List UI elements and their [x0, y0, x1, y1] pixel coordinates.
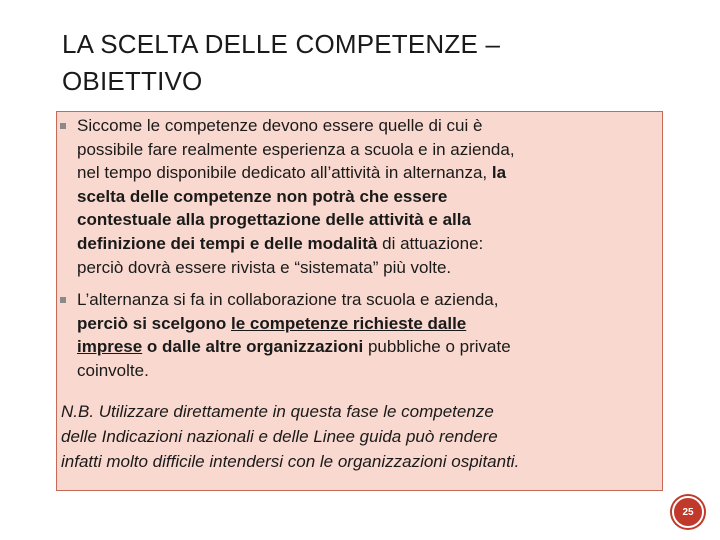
text-line [77, 161, 662, 185]
bold-underlined-span: imprese [77, 337, 143, 357]
bold-span: perciò si scelgono [77, 313, 231, 333]
bullet-item-1 [57, 114, 662, 279]
bullet-square-icon [60, 123, 66, 129]
text-span: di attuazione: [377, 233, 484, 253]
bold-span: la [491, 163, 507, 183]
note-line: infatti molto difficile intendersi con le organizzazioni ospitanti. [61, 452, 520, 471]
text-line: scelta delle competenze non potrà che essere [77, 186, 448, 206]
bold-underlined-span: le competenze richieste dalle [231, 313, 467, 333]
slide-title [62, 26, 662, 100]
text-line: coinvolte. [77, 360, 149, 380]
text-line: L’alternanza si fa in collaborazione tra scuola e azienda, [77, 290, 499, 309]
text-line [77, 312, 662, 336]
note-paragraph [61, 399, 661, 474]
note-line: N.B. Utilizzare direttamente in questa fase le competenze [61, 402, 494, 421]
text-span: nel tempo disponibile dedicato all’attività in alternanza, [77, 163, 492, 183]
bullet-text [75, 114, 662, 279]
bold-span: o dalle altre organizzazioni [142, 337, 364, 357]
content-box [56, 111, 663, 491]
text-line [77, 232, 662, 256]
text-span: pubbliche o private [363, 337, 511, 357]
text-line: perciò dovrà essere rivista e “sistemata” più volte. [77, 257, 452, 277]
page-number-badge: 25 [672, 496, 704, 528]
bold-span: definizione dei tempi e delle modalità [77, 233, 378, 253]
note-line: delle Indicazioni nazionali e delle Linee guida può rendere [61, 427, 498, 446]
text-line [77, 335, 662, 359]
bullet-text [75, 288, 662, 382]
bullet-item-2 [57, 288, 662, 382]
bullet-square-icon [60, 297, 66, 303]
title-line-1: LA SCELTA DELLE COMPETENZE – [62, 29, 501, 59]
title-line-2: OBIETTIVO [62, 66, 203, 96]
text-line: possibile fare realmente esperienza a scuola e in azienda, [77, 139, 515, 159]
text-line: Siccome le competenze devono essere quelle di cui è [77, 116, 483, 135]
text-line: contestuale alla progettazione delle attività e alla [77, 210, 471, 230]
